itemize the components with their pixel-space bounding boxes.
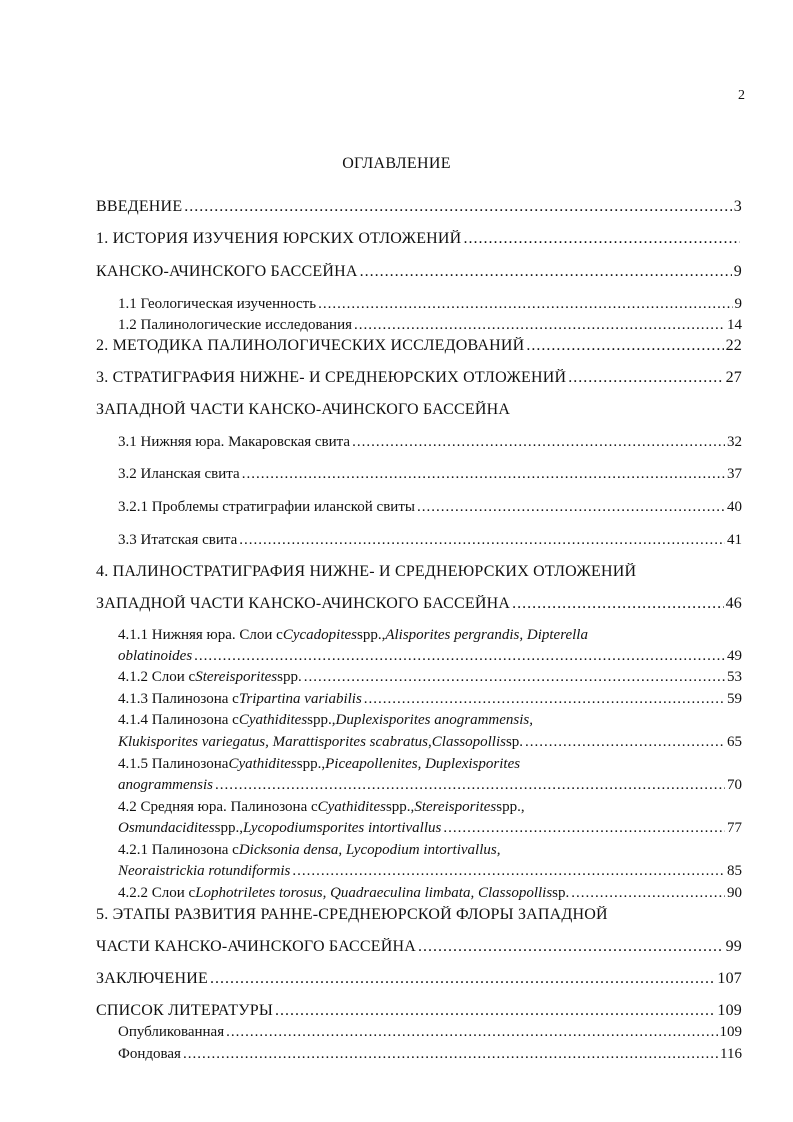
dot-leader	[352, 434, 725, 451]
dot-leader	[568, 369, 723, 387]
toc-entry-3-3[interactable]: 3.3 Итатская свита ..... 41	[118, 532, 742, 549]
dot-leader	[318, 296, 732, 313]
dot-leader	[354, 317, 725, 334]
toc-entry-conclusion[interactable]: ЗАКЛЮЧЕНИЕ ..... 107	[96, 970, 742, 988]
dot-leader	[226, 1024, 717, 1041]
toc-entry-published[interactable]: Опубликованная ..... 109	[118, 1024, 742, 1041]
toc-entry-chapter-3[interactable]: 3. СТРАТИГРАФИЯ НИЖНЕ- И СРЕДНЕЮРСКИХ ОТЛОЖЕНИЙ ..... 27	[96, 369, 742, 387]
dot-leader	[210, 970, 715, 988]
page-number: 2	[738, 88, 745, 103]
dot-leader	[418, 938, 724, 956]
dot-leader	[364, 691, 725, 708]
toc-entry-chapter-2[interactable]: 2. МЕТОДИКА ПАЛИНОЛОГИЧЕСКИХ ИССЛЕДОВАНИЙ ..... 22	[96, 337, 742, 355]
toc-entry-1-1[interactable]: 1.1 Геологическая изученность ..... 9	[118, 296, 742, 313]
toc-entry-introduction[interactable]: ВВЕДЕНИЕ ..... 3	[96, 198, 742, 216]
toc-entry-4-2-1[interactable]: 4.2.1 Палинозона с Dicksonia densa, Lycopodium intortivallus,	[118, 842, 501, 858]
dot-leader	[571, 885, 725, 902]
dot-leader	[463, 230, 740, 248]
toc-entry-3-2[interactable]: 3.2 Иланская свита ..... 37	[118, 466, 742, 483]
dot-leader	[417, 499, 725, 516]
toc-entry-4-1-1-cont[interactable]: oblatinoides ..... 49	[118, 648, 742, 665]
toc-entry-chapter-3-cont[interactable]: ЗАПАДНОЙ ЧАСТИ КАНСКО-АЧИНСКОГО БАССЕЙНА	[96, 401, 511, 418]
dot-leader	[215, 777, 725, 794]
dot-leader	[512, 595, 724, 613]
toc-entry-4-1-1[interactable]: 4.1.1 Нижняя юра. Слои с Cycadopites spp., Alisporites pergrandis, Dipterella	[118, 627, 588, 643]
toc-entry-4-1-5[interactable]: 4.1.5 Палинозона Cyathidites spp., Piceapollenites, Duplexisporites	[118, 756, 521, 772]
dot-leader	[525, 734, 725, 751]
dot-leader	[526, 337, 723, 355]
dot-leader	[194, 648, 725, 665]
toc-entry-4-1-5-cont[interactable]: anogrammensis ..... 70	[118, 777, 742, 794]
toc-entry-4-2-2[interactable]: 4.2.2 Слои с Lophotriletes torosus, Quadraeculina limbata, Classopollis sp. ..... 90	[118, 885, 742, 902]
dot-leader	[275, 1002, 715, 1020]
toc-entry-chapter-1-cont[interactable]: КАНСКО-АЧИНСКОГО БАССЕЙНА ..... 9	[96, 263, 742, 281]
toc-entry-4-2[interactable]: 4.2 Средняя юра. Палинозона с Cyathidites spp., Stereisporites spp.,	[118, 799, 525, 815]
toc-entry-4-2-cont[interactable]: Osmundacidites spp., Lycopodiumsporites intortivallus ..... 77	[118, 820, 742, 837]
dot-leader	[292, 863, 725, 880]
toc-entry-chapter-4-cont[interactable]: ЗАПАДНОЙ ЧАСТИ КАНСКО-АЧИНСКОГО БАССЕЙНА ..... 46	[96, 595, 742, 613]
toc-title: ОГЛАВЛЕНИЕ	[342, 155, 451, 172]
dot-leader	[184, 198, 732, 216]
dot-leader	[242, 466, 725, 483]
toc-entry-4-1-3[interactable]: 4.1.3 Палинозона с Tripartina variabilis ..... 59	[118, 691, 742, 708]
toc-entry-references[interactable]: СПИСОК ЛИТЕРАТУРЫ ..... 109	[96, 1002, 742, 1020]
toc-entry-4-1-2[interactable]: 4.1.2 Слои с Stereisporites spp. ..... 53	[118, 669, 742, 686]
toc-entry-archival[interactable]: Фондовая ..... 116	[118, 1046, 742, 1063]
dot-leader	[360, 263, 732, 281]
toc-entry-3-2-1[interactable]: 3.2.1 Проблемы стратиграфии иланской свиты ..... 40	[118, 499, 742, 516]
dot-leader	[183, 1046, 718, 1063]
toc-entry-chapter-5[interactable]: 5. ЭТАПЫ РАЗВИТИЯ РАННЕ-СРЕДНЕЮРСКОЙ ФЛОРЫ ЗАПАДНОЙ	[96, 906, 608, 923]
toc-entry-4-2-1-cont[interactable]: Neoraistrickia rotundiformis ..... 85	[118, 863, 742, 880]
dot-leader	[239, 532, 725, 549]
dot-leader	[443, 820, 725, 837]
toc-entry-4-1-4-cont[interactable]: Klukisporites variegatus, Marattisporites scabratus , Classopollis sp. ..... 65	[118, 734, 742, 751]
toc-entry-1-2[interactable]: 1.2 Палинологические исследования ..... 14	[118, 317, 742, 334]
toc-entry-4-1-4[interactable]: 4.1.4 Палинозона с Cyathidites spp., Duplexisporites anogrammensis,	[118, 712, 534, 728]
dot-leader	[304, 669, 725, 686]
toc-entry-chapter-4[interactable]: 4. ПАЛИНОСТРАТИГРАФИЯ НИЖНЕ- И СРЕДНЕЮРСКИХ ОТЛОЖЕНИЙ	[96, 563, 637, 580]
toc-entry-chapter-1[interactable]: 1. ИСТОРИЯ ИЗУЧЕНИЯ ЮРСКИХ ОТЛОЖЕНИЙ .....	[96, 230, 742, 248]
toc-entry-chapter-5-cont[interactable]: ЧАСТИ КАНСКО-АЧИНСКОГО БАССЕЙНА ..... 99	[96, 938, 742, 956]
toc-entry-3-1[interactable]: 3.1 Нижняя юра. Макаровская свита ..... 32	[118, 434, 742, 451]
